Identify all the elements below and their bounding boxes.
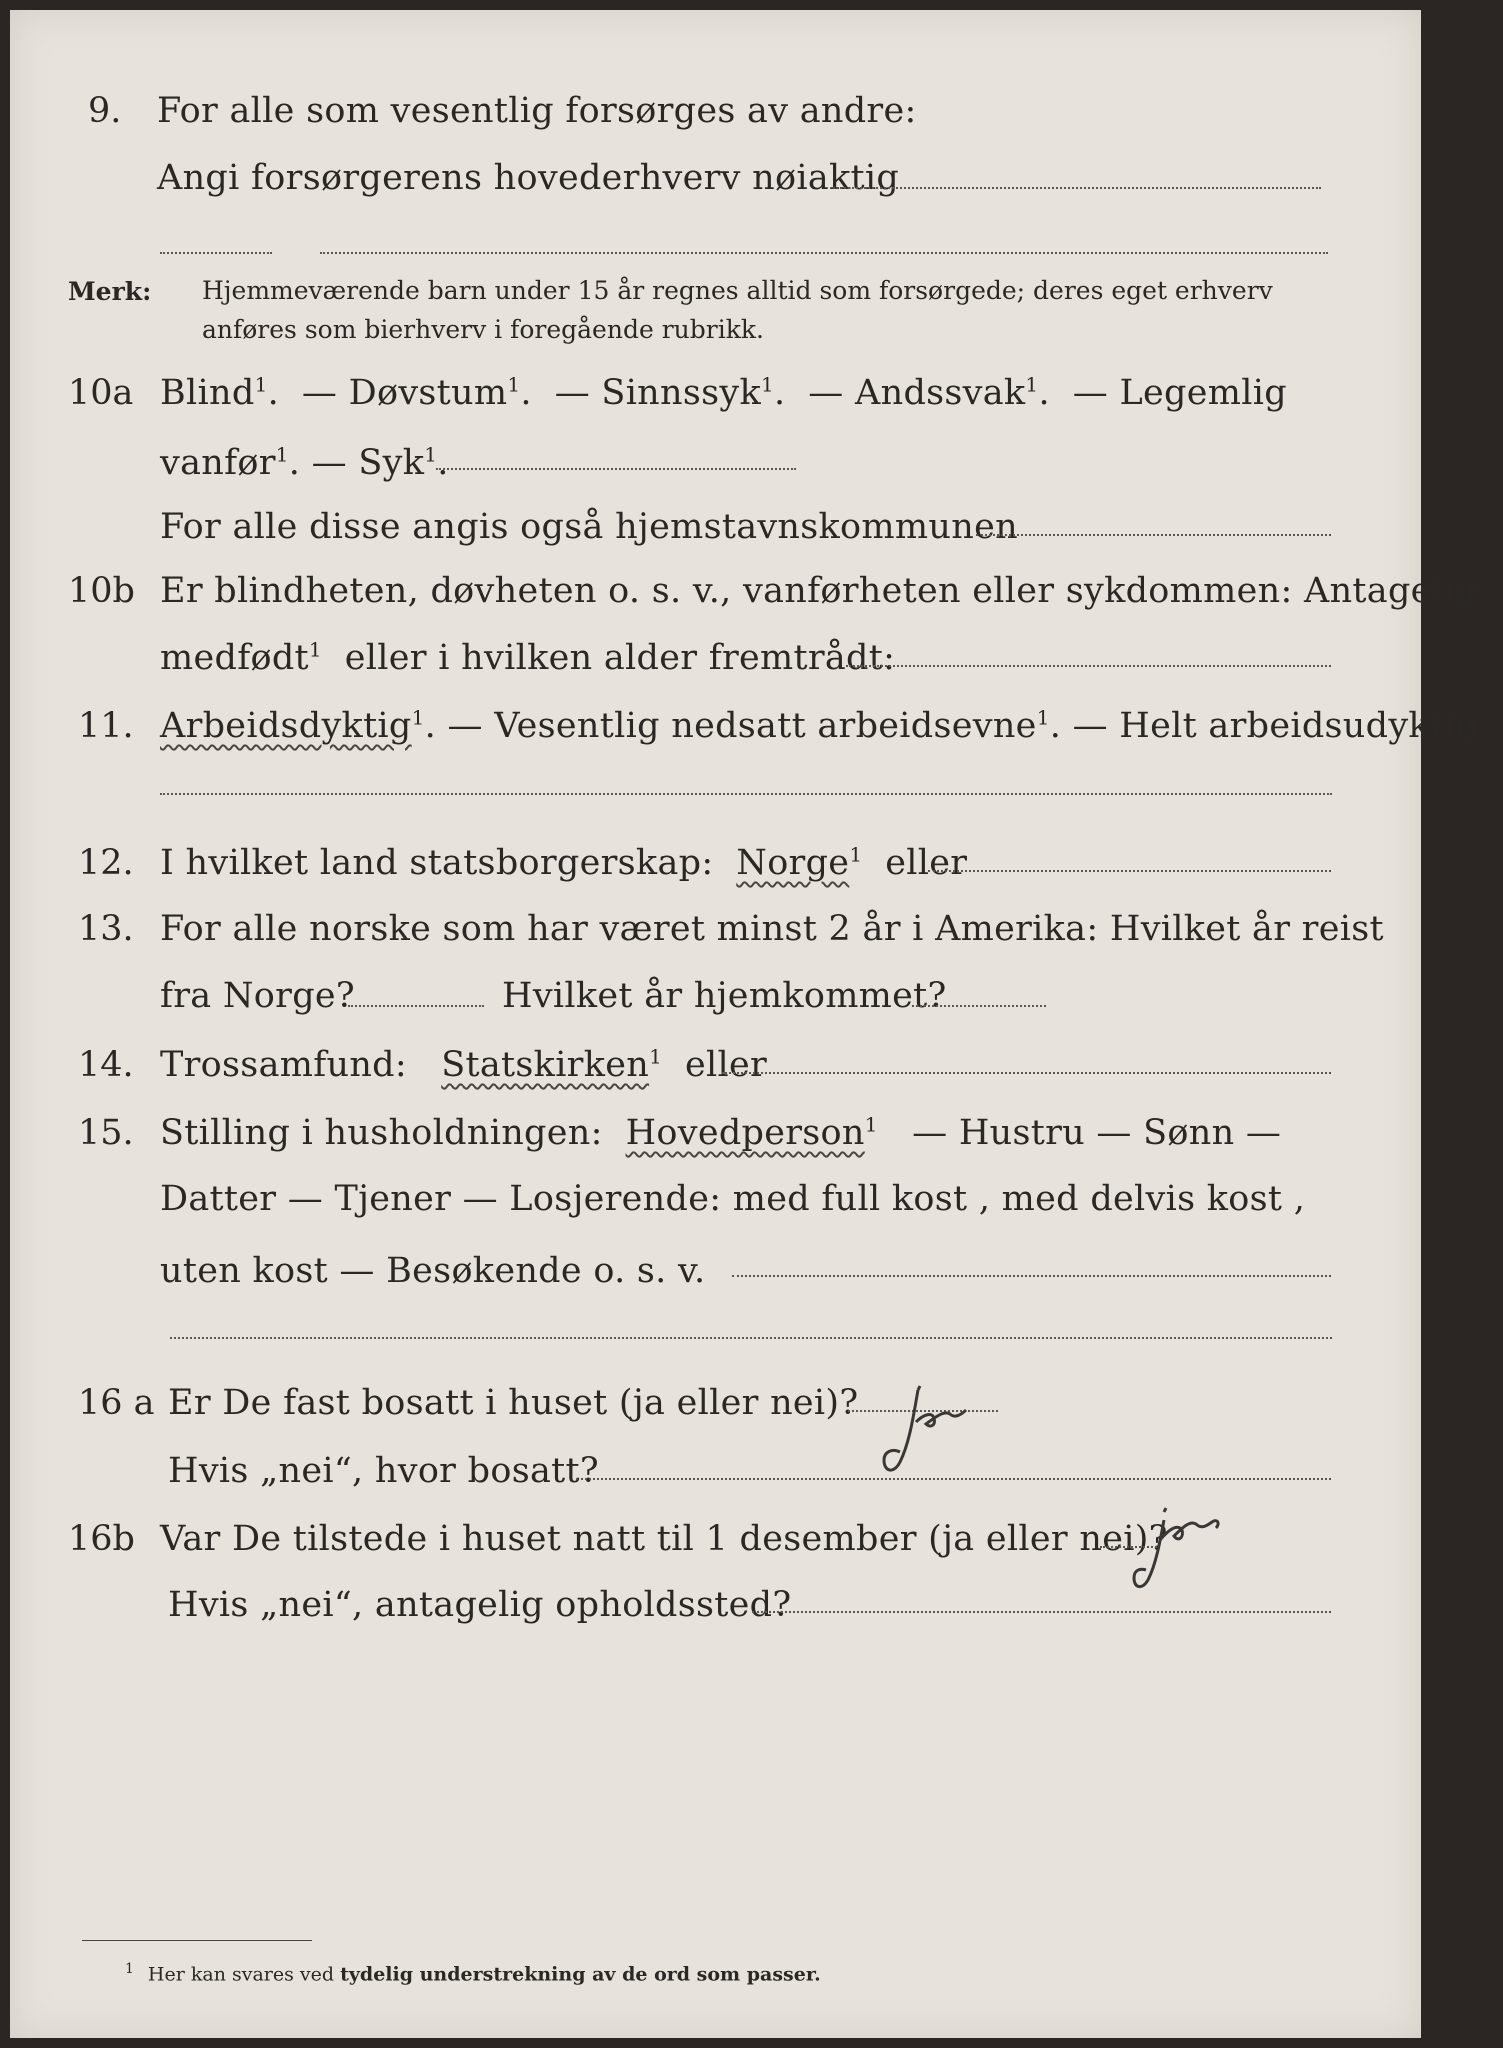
q13-fra: fra Norge? — [160, 976, 355, 1016]
q15-line3[interactable]: uten kost — Besøkende o. s. v. — [160, 1251, 706, 1291]
q15-number: 15. — [78, 1113, 134, 1153]
q9-line1: For alle som vesentlig forsørges av andre: — [157, 91, 917, 131]
option-statskirken-underlined[interactable]: Statskirken — [441, 1045, 650, 1085]
footnote-mark: 1 — [125, 1961, 134, 1977]
q13-hjemkommet-answer-line[interactable] — [912, 1005, 1046, 1007]
q15-prefix: Stilling i husholdningen: — [160, 1113, 603, 1153]
option-norge-underlined[interactable]: Norge — [736, 843, 850, 883]
q11-number: 11. — [78, 706, 134, 746]
q12-eller: eller — [885, 843, 968, 883]
q16a-handwritten-answer — [870, 1382, 1020, 1486]
option-udyktig[interactable]: . — Helt arbeidsudyktig — [1049, 706, 1479, 746]
q9-line2: Angi forsørgerens hovederhverv nøiaktig — [157, 158, 900, 198]
q10b-line1: Er blindheten, døvheten o. s. v., vanførheten eller sykdommen: Antagelig — [160, 571, 1478, 611]
option-legemlig[interactable]: — Legemlig — [1072, 373, 1287, 413]
q14-answer-line[interactable] — [722, 1072, 1331, 1074]
merk-line1: Hjemmeværende barn under 15 år regnes alltid som forsørgede; deres eget erhverv — [202, 276, 1273, 305]
q16b-line1: Var De tilstede i huset natt til 1 desember (ja eller nei)? — [160, 1519, 1168, 1559]
q16a-line1: Er De fast bosatt i huset (ja eller nei)? — [168, 1383, 859, 1423]
q14-eller: eller — [684, 1045, 768, 1085]
q10b-answer-line[interactable] — [846, 665, 1331, 667]
option-nedsatt[interactable]: . — Vesentlig nedsatt arbeidsevne — [424, 706, 1037, 746]
q12-prefix: I hvilket land statsborgerskap: — [160, 843, 714, 883]
footnote-rule — [82, 1940, 312, 1941]
q15-answer-line[interactable] — [732, 1275, 1331, 1277]
q16a-bosatt-answer-line[interactable] — [576, 1478, 1331, 1480]
q9-number: 9. — [88, 91, 122, 131]
q16b-handwritten-answer — [1120, 1498, 1270, 1602]
q9-answer-line-2a[interactable] — [160, 252, 272, 254]
option-vanfor[interactable]: vanfør — [160, 443, 276, 483]
q10b-number: 10b — [68, 571, 135, 611]
q15-rest1[interactable]: — Hustru — Sønn — — [912, 1113, 1282, 1153]
option-medfodt[interactable]: medfødt — [160, 638, 309, 678]
handwriting-ja-1 — [870, 1382, 1020, 1482]
option-sinnssyk[interactable]: — Sinnssyk — [554, 373, 761, 413]
option-arbeidsdyktig-underlined[interactable]: Arbeidsdyktig — [160, 706, 412, 746]
q16a-number: 16 a — [78, 1383, 155, 1423]
footnote — [125, 1956, 821, 1987]
option-syk[interactable]: — Syk — [311, 443, 425, 483]
option-blind[interactable]: Blind — [160, 373, 255, 413]
q14-line: Trossamfund: Statskirken$^1$ eller — [160, 1044, 768, 1085]
q10a-syk-answer-line[interactable] — [436, 468, 796, 470]
q15-answer-line-2[interactable] — [170, 1337, 1332, 1339]
q13-hjem: Hvilket år hjemkommet? — [502, 976, 947, 1016]
q10a-number: 10a — [68, 373, 134, 413]
q14-prefix: Trossamfund: — [160, 1045, 407, 1085]
q12-number: 12. — [78, 843, 134, 883]
q10b-line2: medfødt$^1$ eller i hvilken alder fremtrådt: — [160, 637, 896, 678]
q12-line: I hvilket land statsborgerskap: Norge$^1$ eller — [160, 842, 968, 883]
q16a-line2: Hvis „nei“, hvor bosatt? — [168, 1451, 599, 1491]
q13-line1: For alle norske som har været minst 2 år i Amerika: Hvilket år reist — [160, 909, 1384, 949]
q10a-line3: For alle disse angis også hjemstavnskommunen — [160, 507, 1018, 547]
handwriting-ja-2 — [1120, 1498, 1270, 1598]
q16b-opholdssted-answer-line[interactable] — [752, 1611, 1331, 1613]
merk-label: Merk: — [68, 277, 152, 306]
q15-line1: Stilling i husholdningen: Hovedperson$^1$ — Hustru — Sønn — — [160, 1112, 1282, 1153]
option-dovstum[interactable]: — Døvstum — [301, 373, 508, 413]
option-andssvak[interactable]: — Andssvak — [808, 373, 1026, 413]
q10b-line2-rest: eller i hvilken alder fremtrådt: — [344, 638, 896, 678]
option-hovedperson-underlined[interactable]: Hovedperson — [625, 1113, 865, 1153]
q9-answer-line-2b[interactable] — [320, 252, 1328, 254]
q13-number: 13. — [78, 909, 134, 949]
q16b-line2: Hvis „nei“, antagelig opholdssted? — [168, 1585, 792, 1625]
q13-reist-answer-line[interactable] — [348, 1005, 484, 1007]
q12-answer-line[interactable] — [928, 870, 1331, 872]
footnote-bold: tydelig understrekning av de ord som passer. — [340, 1963, 821, 1986]
q10a-line2: vanfør$^1$. — Syk$^1$. — [160, 442, 449, 483]
q14-number: 14. — [78, 1045, 134, 1085]
q16b-number: 16b — [68, 1519, 135, 1559]
census-form-page — [10, 10, 1503, 2038]
q15-line2[interactable]: Datter — Tjener — Losjerende: med full kost , med delvis kost , — [160, 1179, 1306, 1219]
q10a-line1: Blind$^1$. — Døvstum$^1$. — Sinnssyk$^1$. — Andssvak$^1$. — Legemlig — [160, 372, 1287, 413]
q9-answer-line[interactable] — [833, 187, 1321, 189]
q11-answer-line[interactable] — [160, 793, 1332, 795]
q10a-hjemstavn-answer-line[interactable] — [976, 534, 1331, 536]
merk-line2: anføres som bierhverv i foregående rubrikk. — [202, 315, 764, 344]
footnote-normal: Her kan svares ved — [147, 1963, 335, 1986]
q11-line1: Arbeidsdyktig$^1$. — Vesentlig nedsatt arbeidsevne$^1$. — Helt arbeidsudyktig$^1$. — [160, 705, 1503, 746]
